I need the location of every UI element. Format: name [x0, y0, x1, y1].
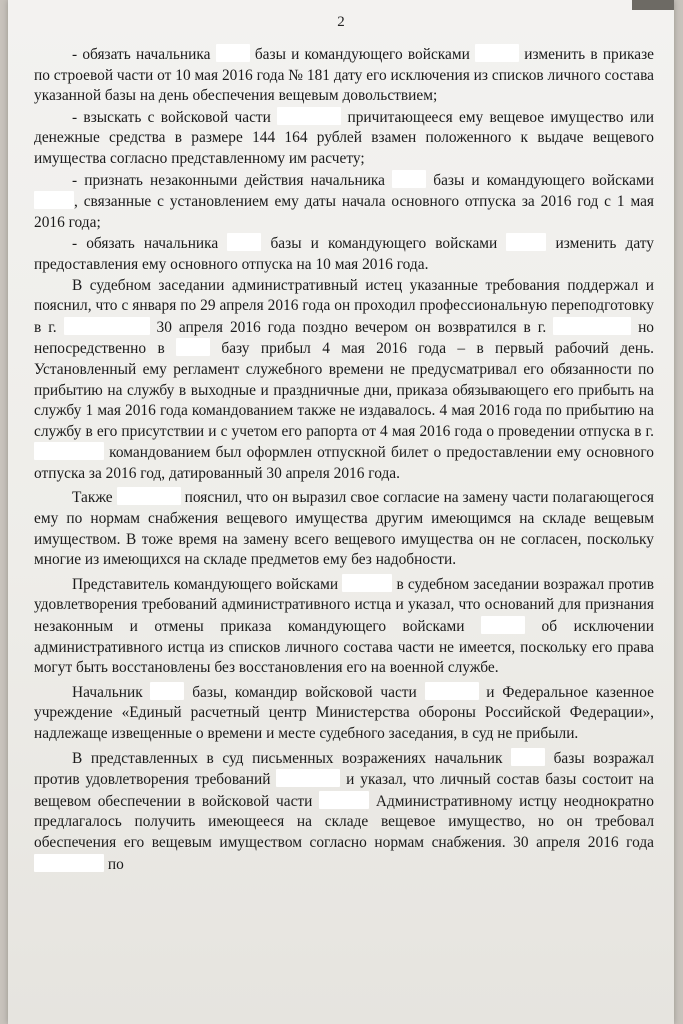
text-run: пояснил, что он выразил свое согласие на замену части полагающегося ему по нормам снабжения вещевого имущества другим имеющимся на складе вещевым имуществом. В тоже время на замену всего вещевого имущества он не согласен, поскольку многие из имеющихся на складе предметов ему без надобности.: [34, 489, 654, 569]
text-run: - взыскать с войсковой части: [72, 108, 278, 126]
text-run: изменить дату предоставления ему основного отпуска на 10 мая 2016 года.: [34, 235, 654, 273]
paper-clip-tab: [632, 0, 674, 10]
paragraph-8: [34, 682, 654, 745]
redaction-block: [176, 338, 210, 356]
text-run: В судебном заседании административный истец указанные требования поддержал и пояснил, что с января по 29 апреля 2016 года он проходил профессиональную переподготовку в г.: [34, 276, 654, 336]
redaction-block: [277, 107, 341, 125]
text-run: В представленных в суд письменных возражениях начальник: [72, 749, 511, 767]
text-run: - признать незаконными действия начальника: [72, 171, 393, 189]
redaction-block: [319, 791, 369, 809]
text-run: 30 апреля 2016 года поздно вечером он возвратился в г.: [149, 318, 554, 336]
redaction-block: [506, 233, 546, 251]
paragraph-4: [34, 233, 654, 275]
paragraph-1: [34, 44, 654, 107]
text-run: по: [104, 855, 124, 873]
text-run: , связанные с установлением ему даты начала основного отпуска за 2016 год с 1 мая 2016 года;: [34, 193, 654, 231]
redaction-block: [34, 191, 74, 209]
text-run: но непосредственно в: [34, 318, 654, 358]
redaction-block: [475, 44, 519, 62]
text-run: базы и командующего войсками: [249, 46, 476, 63]
text-run: базы возражал против удовлетворения требований: [34, 749, 654, 789]
paragraph-2: [34, 107, 654, 170]
redaction-block: [392, 170, 426, 188]
text-run: базу прибыл 4 мая 2016 года – в первый рабочий день. Установленный ему регламент служебного времени не предусматривал его обязанности по прибытию на службу в выходные и праздничные дни, приказа обязывающего его прибыть на службу 1 мая 2016 года командованием также не издавалось. 4 мая 2016 года по прибытию на службу в его присутствии и с учетом его рапорта от 4 мая 2016 года о проведении отпуска в г.: [34, 340, 654, 440]
text-run: Административному истцу неоднократно предлагалось получить имеющееся на складе вещевое имущество, но он требовал обеспечения его вещевым имуществом согласно нормам снабжения. 30 апреля 2016 года: [34, 792, 654, 851]
redaction-block: [342, 574, 392, 592]
text-run: Представитель командующего войсками: [72, 575, 343, 593]
redaction-block: [276, 769, 340, 787]
paragraph-5: [34, 276, 654, 485]
redaction-block: [425, 682, 479, 700]
text-run: и Федеральное казенное учреждение «Единый расчетный центр Министерства обороны Российской Федерации», надлежаще извещенные о времени и месте судебного заседания, в суд не прибыли.: [34, 683, 654, 742]
redaction-block: [34, 442, 104, 460]
redaction-block: [64, 317, 150, 335]
redaction-block: [117, 487, 181, 505]
redaction-block: [481, 616, 525, 634]
redaction-block: [216, 44, 250, 62]
text-run: базы и командующего войсками: [261, 235, 507, 253]
text-run: причитающееся ему вещевое имущество или денежные средства в размере 144 164 рублей взамен положенного к выдаче вещевого имущества согласно представленному им расчету;: [34, 108, 654, 167]
text-run: Также: [72, 489, 117, 507]
paragraph-7: [34, 574, 654, 679]
text-run: базы и командующего войсками: [426, 171, 654, 189]
redaction-block: [511, 748, 545, 766]
redaction-block: [150, 682, 184, 700]
text-run: об исключении административного истца из списков личного состава части не имеется, поскольку его права могут быть восстановлены без восстановления его на военной службе.: [34, 618, 654, 677]
paragraph-6: [34, 487, 654, 570]
text-run: Начальник: [72, 683, 151, 701]
text-run: базы, командир войсковой части: [184, 683, 425, 701]
text-run: - обязать начальника: [72, 235, 228, 253]
paragraph-9: [34, 748, 654, 876]
redaction-block: [553, 317, 631, 335]
text-run: - обязать начальника: [72, 46, 216, 63]
text-run: командованием был оформлен отпускной билет о предоставлении ему основного отпуска за 2016 год, датированный 30 апреля 2016 года.: [34, 444, 654, 482]
text-run: изменить в приказе по строевой части от 10 мая 2016 года № 181 дату его исключения из списков личного состава указанной базы на день обеспечения вещевым довольствием;: [34, 46, 654, 105]
redaction-block: [227, 233, 261, 251]
text-run: и указал, что личный состав базы состоит на вещевом обеспечении в войсковой части: [34, 771, 654, 810]
redaction-block: [34, 854, 104, 872]
document-body: [34, 44, 654, 875]
text-run: в судебном заседании возражал против удовлетворения требований административного истца и указал, что оснований для признания незаконным и отмены приказа командующего войсками: [34, 575, 654, 636]
paragraph-3: [34, 170, 654, 234]
document-page: [8, 0, 674, 1024]
page-number: 2: [337, 14, 345, 30]
